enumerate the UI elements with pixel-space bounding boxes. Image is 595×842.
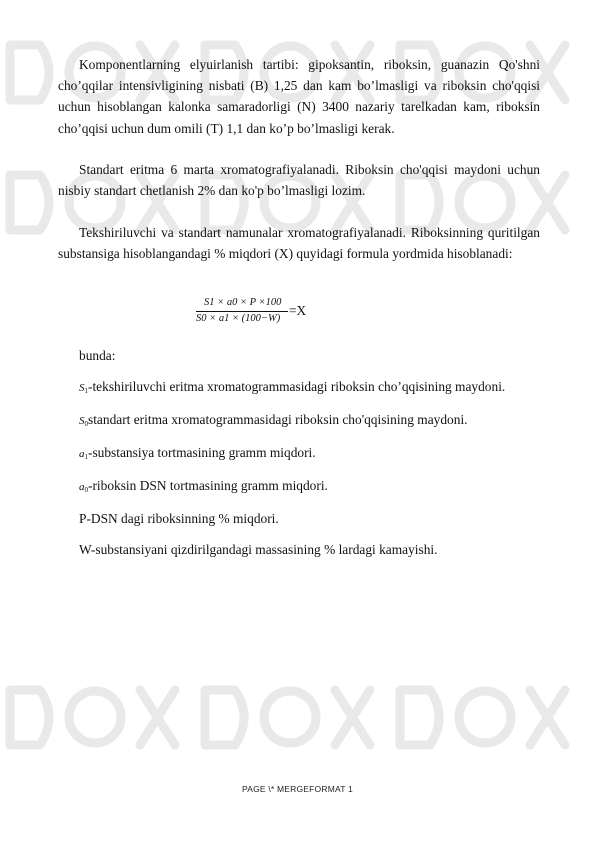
definition-s0	[79, 410, 468, 434]
symbol-a0-sub: 0	[84, 486, 88, 494]
definition-s1-text: -tekshiriluvchi eritma xromatogrammasidagi riboksin cho’qqisining maydoni.	[88, 379, 506, 394]
paragraph-calculation-intro: Tekshiriluvchi va standart namunalar xromatografiyalanadi. Riboksinning quritilgan substansiga hisoblangandagi % miqdori (X) quyidagi formula yordmida hisoblanadi:	[58, 225, 540, 262]
definitions-intro: bunda:	[79, 348, 116, 363]
definition-a0-text: -riboksin DSN tortmasining gramm miqdori.	[88, 478, 328, 493]
symbol-a0: a	[79, 481, 85, 493]
definition-a1-text: -substansiya tortmasining gramm miqdori.	[88, 445, 316, 460]
symbol-a1: a	[79, 448, 85, 460]
paragraph-standard-solution: Standart eritma 6 marta xromatografiyalanadi. Riboksin cho'qqisi maydoni uchun nisbiy standart chetlanish 2% dan ko'p bo’lmasligi lozim.	[58, 162, 540, 199]
formula-numerator: S1 × a0 × P ×100	[204, 297, 282, 308]
definition-a1	[79, 443, 316, 467]
formula-result: =X	[289, 303, 307, 318]
definition-s0-text: standart eritma xromatogrammasidagi riboksin cho'qqisining maydoni.	[88, 412, 468, 427]
definition-w: W-substansiyani qizdirilgandagi massasining % lardagi kamayishi.	[79, 542, 438, 557]
symbol-s0: S	[79, 415, 85, 427]
page-footer: PAGE \* MERGEFORMAT 1	[242, 784, 353, 794]
definition-s1	[79, 377, 505, 401]
paragraph-requirements: Komponentlarning elyuirlanish tartibi: gipoksantin, riboksin, guanazin Qo'shni cho’qqilar intensivligining nisbati (B) 1,25 dan kam bo’lmasligi va riboksin cho'qqisi uchun hisoblangan kalonka samaradorligi (N) 3400 nazariy tarelkadan kam, riboksin cho’qqisi uchun dum omili (T) 1,1 dan ko’p bo’lmasligi kerak.	[58, 57, 540, 136]
fraction-bar	[196, 311, 288, 312]
symbol-s0-sub: 0	[84, 420, 88, 428]
symbol-s1-sub: 1	[84, 387, 88, 395]
definition-a0	[79, 476, 328, 500]
symbol-s1: S	[79, 382, 85, 394]
symbol-a1-sub: 1	[84, 453, 88, 461]
formula-denominator: S0 × a1 × (100−W)	[196, 313, 281, 324]
definition-p: P-DSN dagi riboksinning % miqdori.	[79, 511, 279, 526]
formula	[196, 297, 356, 331]
